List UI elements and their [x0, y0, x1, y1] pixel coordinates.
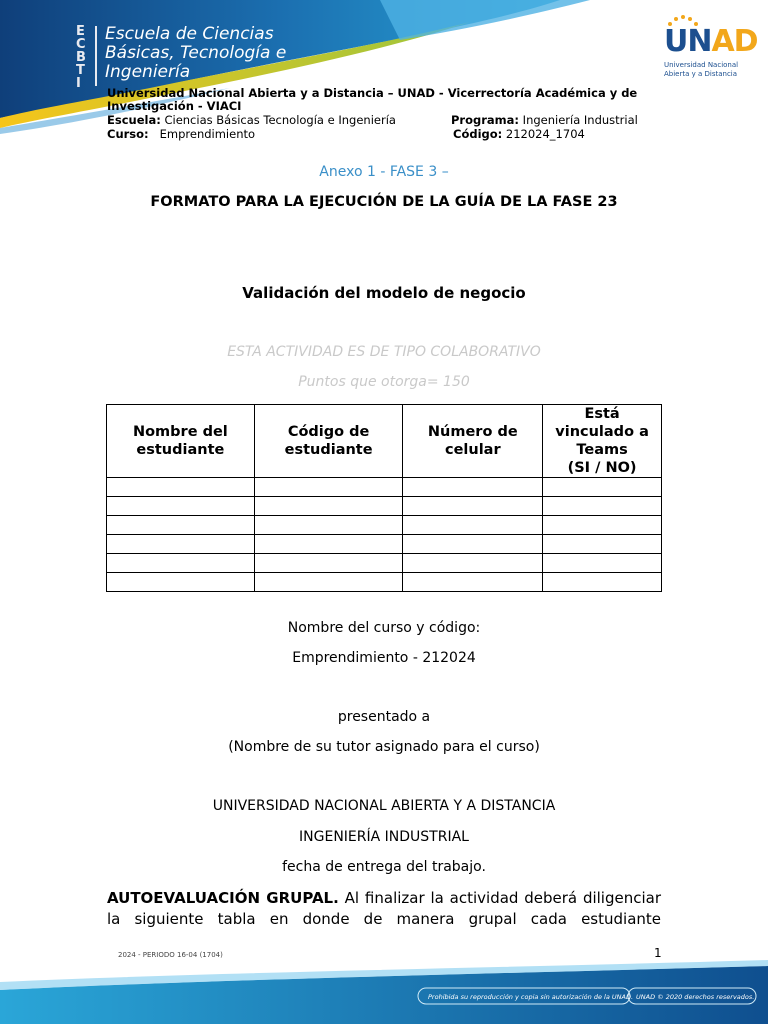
table-cell[interactable]	[254, 535, 403, 554]
unad-logo-subtitle: Abierta y a Distancia	[664, 70, 738, 78]
tutor-name: (Nombre de su tutor asignado para el curso)	[228, 739, 540, 755]
table-cell[interactable]	[107, 516, 255, 535]
table-cell[interactable]	[403, 497, 543, 516]
ecbti-letter: E	[76, 24, 85, 39]
table-cell[interactable]	[254, 573, 403, 592]
table-cell[interactable]	[403, 554, 543, 573]
table-row	[107, 478, 662, 497]
table-cell[interactable]	[543, 554, 662, 573]
ecbti-letter: T	[76, 63, 85, 78]
table-row	[107, 554, 662, 573]
footer-banner	[0, 960, 768, 1024]
presented-to: presentado a	[337, 709, 431, 725]
unad-logo: UNAD	[664, 24, 758, 59]
page-number: 1	[654, 946, 662, 960]
table-cell[interactable]	[254, 554, 403, 573]
school-name-line: Escuela de Ciencias	[105, 24, 274, 44]
table-cell[interactable]	[254, 497, 403, 516]
table-row	[107, 535, 662, 554]
table-header-row	[107, 405, 662, 478]
table-cell[interactable]	[107, 497, 255, 516]
course-label: Nombre del curso y código:	[287, 620, 481, 636]
table-cell[interactable]	[107, 478, 255, 497]
table-header-cell: Nombre del estudiante	[107, 405, 255, 478]
validation-title: Validación del modelo de negocio	[242, 284, 526, 302]
ecbti-letter: B	[76, 50, 86, 65]
table-row	[107, 497, 662, 516]
table-cell[interactable]	[403, 573, 543, 592]
table-cell[interactable]	[403, 478, 543, 497]
activity-type: ESTA ACTIVIDAD ES DE TIPO COLABORATIVO	[227, 344, 541, 360]
escuela-line: Escuela: Ciencias Básicas Tecnología e Ingeniería	[107, 113, 396, 127]
university-line: Universidad Nacional Abierta y a Distancia – UNAD - Vicerrectoría Académica y de	[107, 86, 638, 100]
table-cell[interactable]	[107, 535, 255, 554]
codigo-line: Código: 212024_1704	[453, 127, 585, 141]
delivery-date: fecha de entrega del trabajo.	[282, 859, 486, 875]
school-name-line: Ingeniería	[105, 62, 191, 82]
annex-title: Anexo 1 - FASE 3 –	[319, 164, 449, 180]
autoeval-paragraph: AUTOEVALUACIÓN GRUPAL. Al finalizar la actividad deberá diligenciar	[107, 889, 662, 907]
table-cell[interactable]	[543, 516, 662, 535]
university-name: UNIVERSIDAD NACIONAL ABIERTA Y A DISTANCIA	[212, 798, 556, 814]
table-cell[interactable]	[403, 535, 543, 554]
table-cell[interactable]	[543, 478, 662, 497]
autoeval-paragraph-line2: la siguiente tabla en donde de manera grupal cada estudiante	[107, 910, 661, 928]
table-cell[interactable]	[107, 554, 255, 573]
table-header-cell: Está vinculado a Teams (SI / NO)	[543, 405, 662, 478]
period-label: 2024 - PERIODO 16-04 (1704)	[118, 951, 223, 959]
table-cell[interactable]	[107, 573, 255, 592]
footer-rights-note: UNAD © 2020 derechos reservados.	[636, 993, 755, 1001]
programa-line: Programa: Ingeniería Industrial	[451, 113, 638, 127]
curso-line: Curso: Emprendimiento	[107, 127, 256, 141]
ecbti-letter: C	[76, 37, 86, 52]
table-cell[interactable]	[254, 478, 403, 497]
students-table	[106, 404, 662, 592]
table-cell[interactable]	[543, 497, 662, 516]
course-value: Emprendimiento - 212024	[292, 650, 476, 666]
table-row	[107, 516, 662, 535]
points-text: Puntos que otorga= 150	[298, 374, 470, 390]
table-cell[interactable]	[543, 573, 662, 592]
university-line-2: Investigación - VIACI	[107, 99, 242, 113]
ecbti-divider	[95, 26, 97, 86]
format-title: FORMATO PARA LA EJECUCIÓN DE LA GUÍA DE LA FASE 23	[150, 194, 618, 210]
school-name-line: Básicas, Tecnología e	[105, 43, 287, 63]
unad-logo-subtitle: Universidad Nacional	[664, 61, 739, 69]
program-name: INGENIERÍA INDUSTRIAL	[299, 829, 469, 845]
footer-copyright-note: Prohibida su reproducción y copia sin autorización de la UNAD.	[428, 993, 634, 1001]
table-cell[interactable]	[403, 516, 543, 535]
ecbti-letter: I	[76, 76, 81, 91]
table-cell[interactable]	[543, 535, 662, 554]
table-header-cell: Código de estudiante	[254, 405, 403, 478]
table-cell[interactable]	[254, 516, 403, 535]
table-row	[107, 573, 662, 592]
table-header-cell: Número de celular	[403, 405, 543, 478]
